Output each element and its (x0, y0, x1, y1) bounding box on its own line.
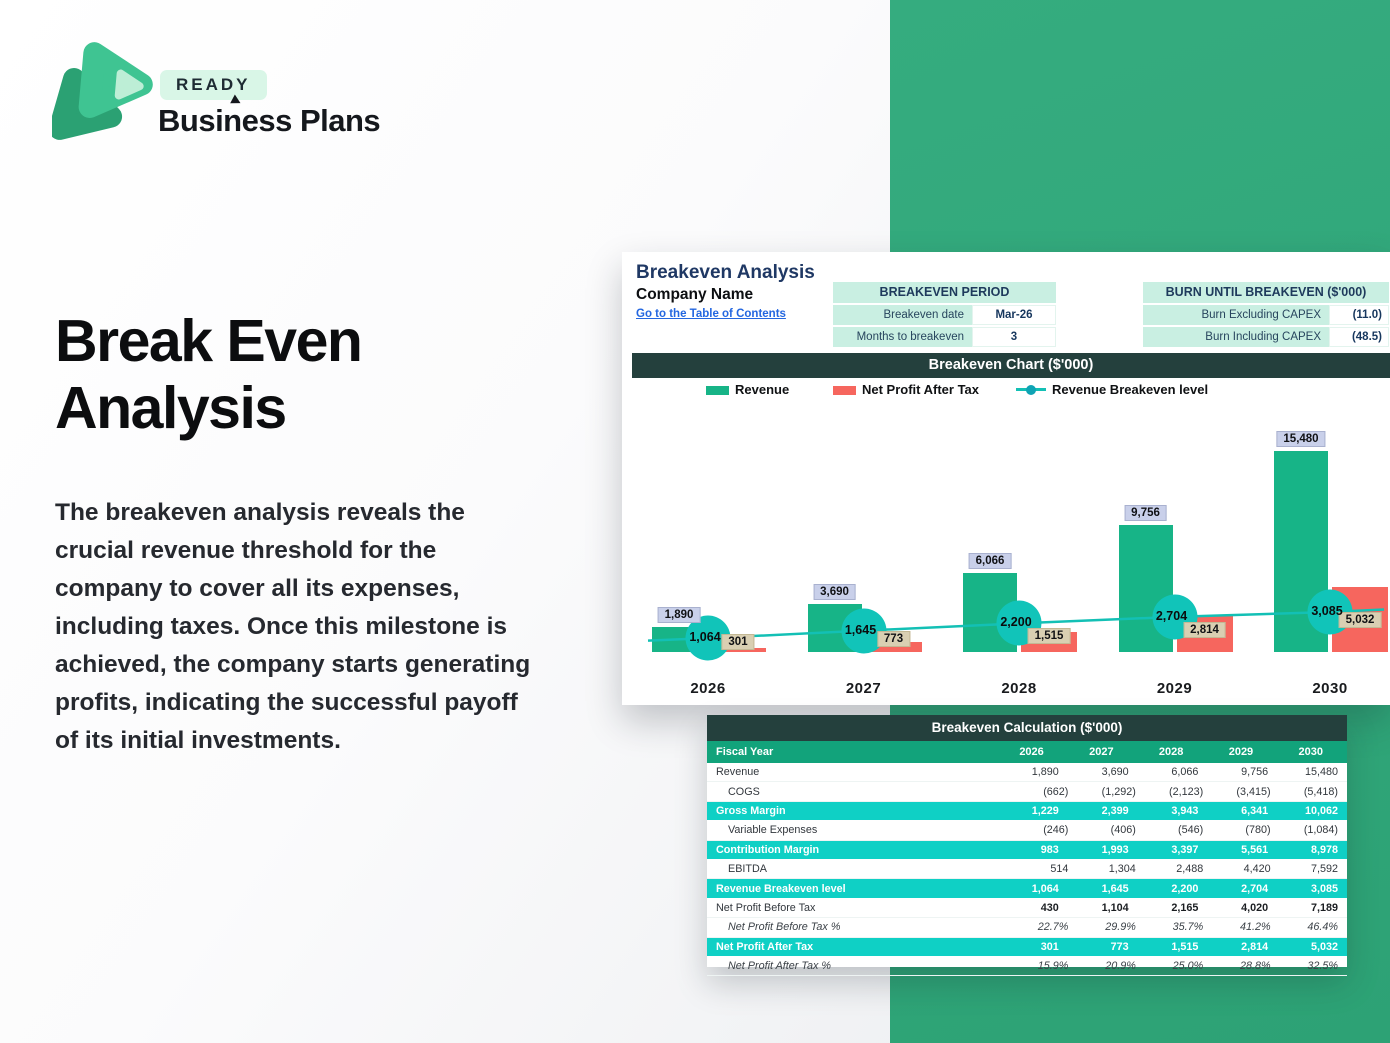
cell: 15,480 (1304, 766, 1338, 779)
cell: 15.9% (1037, 960, 1069, 973)
net-profit-label-2028: 1,515 (1028, 628, 1071, 644)
breakeven-period-header: BREAKEVEN PERIOD (833, 282, 1056, 303)
cell: (3,415) (1236, 785, 1271, 798)
cell-label: Months to breakeven (833, 327, 972, 347)
breakeven-label-2030: 3,085 (1311, 603, 1343, 618)
cell: 1,645 (1101, 882, 1129, 895)
breakeven-label-2026: 1,064 (689, 630, 721, 645)
cell-label: Burn Excluding CAPEX (1143, 305, 1329, 325)
fiscal-year-cell: 2026 (1019, 746, 1044, 758)
table-row (707, 763, 1347, 782)
legend-breakeven-level: Revenue Breakeven level (1016, 382, 1208, 398)
row-label: Gross Margin (716, 804, 786, 817)
page-title: Break Even Analysis (55, 308, 362, 442)
category-label-2029: 2029 (1156, 680, 1193, 697)
cell: 35.7% (1172, 921, 1204, 934)
table-row (707, 841, 1347, 860)
fiscal-year-header-row (707, 741, 1347, 763)
category-label-2030: 2030 (1312, 680, 1348, 697)
row-label: Net Profit After Tax (716, 940, 814, 953)
breakeven-calculation-panel (707, 715, 1347, 973)
cell: (5,418) (1303, 785, 1339, 798)
cell-label: Breakeven date (833, 305, 972, 325)
cell: 1,104 (1101, 901, 1129, 914)
table-row (707, 860, 1347, 879)
cell: 1,064 (1031, 882, 1059, 895)
breakeven-label-2029: 2,704 (1155, 608, 1188, 623)
breakeven-label-2028: 2,200 (1000, 615, 1032, 630)
net-profit-label-2026: 301 (721, 634, 754, 650)
cell: 41.2% (1240, 921, 1271, 934)
cell: 4,020 (1241, 901, 1269, 914)
cell: 514 (1050, 863, 1069, 876)
fiscal-year-cell: 2029 (1228, 746, 1254, 758)
table-row (707, 899, 1347, 918)
cell: (662) (1043, 785, 1069, 798)
fiscal-year-label: Fiscal Year (716, 746, 774, 758)
cell: 7,592 (1311, 863, 1339, 876)
net-profit-label-2027: 773 (877, 631, 910, 647)
row-label: COGS (728, 785, 760, 798)
table-row (707, 782, 1347, 801)
cell: 20.9% (1105, 960, 1136, 973)
cell: (1,292) (1101, 785, 1136, 798)
cell: 2,488 (1176, 863, 1204, 876)
row-label: Variable Expenses (728, 824, 818, 837)
cell: 2,704 (1241, 882, 1269, 895)
cell: 2,399 (1101, 804, 1129, 817)
table-row (707, 821, 1347, 840)
row-label: Net Profit After Tax % (728, 960, 832, 973)
table-row (707, 938, 1347, 957)
brand-name: Business Plans (158, 103, 380, 139)
table-row (707, 879, 1347, 898)
net-profit-label-2030: 5,032 (1339, 612, 1382, 628)
cell: (1,084) (1303, 824, 1339, 837)
cell: 2,814 (1241, 940, 1269, 953)
burn-header: BURN UNTIL BREAKEVEN ($'000) (1143, 282, 1389, 303)
cell-value[interactable]: (48.5) (1329, 327, 1389, 347)
cell: (546) (1178, 824, 1204, 837)
fiscal-year-cell: 2028 (1158, 746, 1184, 758)
cell: 2,200 (1171, 882, 1199, 895)
cell: 773 (1110, 940, 1129, 953)
row-label: Net Profit Before Tax % (728, 921, 841, 934)
cell: 1,515 (1171, 940, 1199, 953)
table-row (707, 918, 1347, 937)
cell: 4,420 (1243, 863, 1271, 876)
cell: 6,341 (1241, 804, 1269, 817)
cell: 7,189 (1310, 901, 1338, 914)
cell: 1,890 (1031, 766, 1059, 779)
cell: 32.5% (1307, 960, 1339, 973)
cell: 28.8% (1240, 960, 1271, 973)
cell-value[interactable]: (11.0) (1329, 305, 1389, 325)
row-label: EBITDA (728, 863, 767, 876)
fiscal-year-cell: 2030 (1298, 746, 1323, 758)
calc-table-title: Breakeven Calculation ($'000) (707, 715, 1347, 741)
cell: (780) (1245, 824, 1271, 837)
row-label: Revenue (716, 766, 760, 779)
table-row (707, 957, 1347, 976)
cell: 3,690 (1101, 766, 1129, 779)
chart-title: Breakeven Chart ($'000) (632, 353, 1390, 378)
cell: 430 (1040, 901, 1059, 914)
cell: 983 (1040, 843, 1059, 856)
cell: 1,229 (1031, 804, 1059, 817)
category-label-2026: 2026 (690, 680, 726, 697)
revenue-label-2027: 3,690 (813, 584, 856, 600)
cell: (2,123) (1169, 785, 1204, 798)
cell: 9,756 (1241, 766, 1269, 779)
cell: 25.0% (1172, 960, 1204, 973)
cell: 8,978 (1310, 843, 1338, 856)
cell: 5,032 (1310, 940, 1338, 953)
cell: 1,304 (1108, 863, 1136, 876)
category-label-2027: 2027 (845, 680, 882, 697)
legend-net-profit: Net Profit After Tax (833, 382, 979, 398)
net-profit-label-2029: 2,814 (1183, 622, 1226, 638)
cell-label: Burn Including CAPEX (1143, 327, 1329, 347)
cell: 3,397 (1171, 843, 1199, 856)
cell: 5,561 (1241, 843, 1269, 856)
ready-badge: READY (160, 70, 267, 100)
revenue-label-2030: 15,480 (1276, 431, 1325, 447)
cell: 301 (1040, 940, 1059, 953)
brand-logo (52, 42, 162, 157)
table-of-contents-link[interactable]: Go to the Table of Contents (636, 308, 786, 320)
cell: 3,943 (1171, 804, 1199, 817)
table-row (707, 802, 1347, 821)
row-label: Net Profit Before Tax (716, 901, 816, 914)
cell: 29.9% (1105, 921, 1136, 934)
page-description: The breakeven analysis reveals the crucial revenue threshold for the company to cover all its expenses, including taxes. Once this milestone is achieved, the company starts generating profits, indicating the successful payoff of its initial investments. (55, 499, 531, 754)
cell: 46.4% (1307, 921, 1339, 934)
row-label: Contribution Margin (716, 843, 820, 856)
revenue-label-2029: 9,756 (1124, 505, 1167, 521)
cell: (406) (1110, 824, 1136, 837)
fiscal-year-cell: 2027 (1089, 746, 1114, 758)
cell: 2,165 (1171, 901, 1199, 914)
cell: 3,085 (1310, 882, 1338, 895)
cell: 10,062 (1304, 804, 1338, 817)
breakeven-chart-plot (622, 252, 1390, 705)
legend-revenue: Revenue (706, 382, 789, 398)
sheet-title: Breakeven Analysis (636, 262, 815, 283)
play-triangles-icon (52, 42, 162, 157)
cell: 6,066 (1171, 766, 1199, 779)
calc-table-body (707, 763, 1347, 976)
category-label-2028: 2028 (1001, 680, 1037, 697)
cell-value[interactable]: Mar-26 (972, 305, 1056, 325)
revenue-label-2026: 1,890 (658, 607, 701, 623)
cell: 22.7% (1037, 921, 1069, 934)
row-label: Revenue Breakeven level (716, 882, 846, 895)
cell: 1,993 (1101, 843, 1129, 856)
breakeven-label-2027: 1,645 (844, 622, 877, 637)
company-name: Company Name (636, 286, 754, 303)
cell: (246) (1043, 824, 1069, 837)
revenue-label-2028: 6,066 (969, 553, 1012, 569)
cell-value[interactable]: 3 (972, 327, 1056, 347)
breakeven-sheet-panel (622, 252, 1390, 705)
